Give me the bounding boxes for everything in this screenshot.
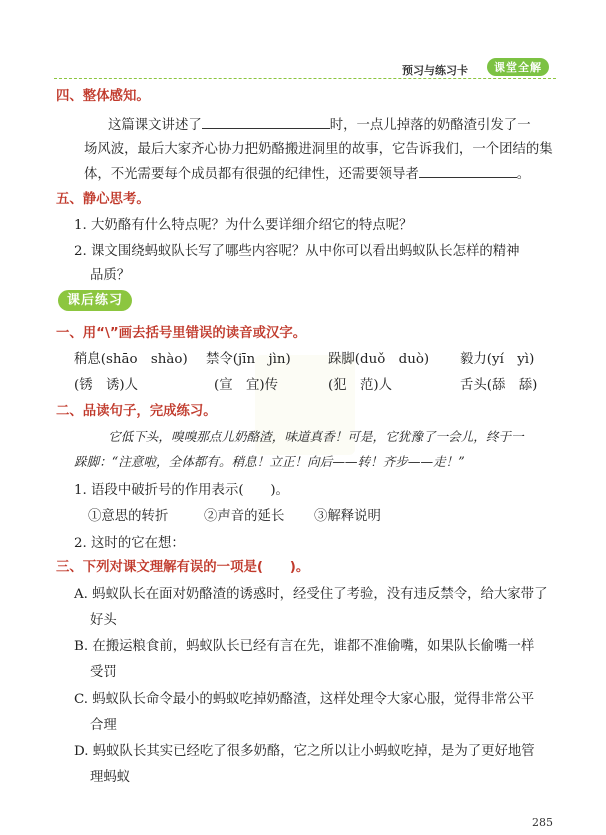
exercise-1-item: (犯 范)人 [328,378,393,393]
section-4-line-3 [84,163,530,182]
s4-text-c: 体，不光需要每个成员都有很强的纪律性，还需要领导者 [84,167,419,182]
exercise-2-title: 二、品读句子，完成练习。 [56,404,217,419]
exercise-2-option[interactable]: ③解释说明 [314,509,381,524]
exercise-2-quote-line-1: 它低下头，嗅嗅那点儿奶酪渣，味道真香！可是，它犹豫了一会儿，终于一 [108,429,524,444]
after-class-badge: 课后练习 [58,290,132,311]
exercise-2-q2: 2. 这时的它在想： [74,536,185,551]
section-5-title: 五、静心思考。 [56,192,150,207]
header-label: 预习与练习卡 [402,64,468,77]
exercise-2-option[interactable]: ②声音的延长 [204,509,285,524]
page-number: 285 [532,816,553,829]
exercise-1-item: (宣 宜)传 [214,378,279,393]
s4-text-a: 这篇课文讲述了 [108,118,202,133]
exercise-2-q1: 1. 语段中破折号的作用表示( )。 [74,483,289,498]
section-4-title: 四、整体感知。 [56,89,150,104]
exercise-1-item: 稍息(shāo shào) [74,352,188,367]
exercise-3-title: 三、下列对课文理解有误的一项是( )。 [56,560,310,575]
answer-blank-2[interactable] [419,163,517,178]
exercise-1-title: 一、用“\”画去括号里错误的读音或汉字。 [56,326,307,341]
section-4-line-1 [108,114,531,133]
exercise-3-option-b-cont: 受罚 [90,665,117,680]
exercise-2-option[interactable]: ①意思的转折 [88,509,169,524]
section-5-q2: 2. 课文围绕蚂蚁队长写了哪些内容呢？从中你可以看出蚂蚁队长怎样的精神 [74,244,520,259]
exercise-3-option-a-cont: 好头 [90,613,117,628]
exercise-3-option-c: C. 蚂蚁队长命令最小的蚂蚁吃掉奶酪渣，这样处理令大家心服，觉得非常公平 [74,692,535,707]
section-4-line-2: 场风波，最后大家齐心协力把奶酪搬进洞里的故事，它告诉我们，一个团结的集 [84,142,553,157]
exercise-1-item: 禁令(jīn jìn) [206,352,291,367]
section-5-q1: 1. 大奶酪有什么特点呢？为什么要详细介绍它的特点呢？ [74,218,413,233]
exercise-3-option-b: B. 在搬运粮食前，蚂蚁队长已经有言在先，谁都不准偷嘴，如果队长偷嘴一样 [74,639,535,654]
exercise-2-quote-line-2: 跺脚：“注意啦，全体都有。稍息！立正！向后——转！齐步——走！” [74,454,465,469]
answer-blank-1[interactable] [202,114,330,129]
s4-text-b: 时，一点儿掉落的奶酪渣引发了一 [329,118,531,133]
exercise-3-option-d: D. 蚂蚁队长其实已经吃了很多奶酪，它之所以让小蚂蚁吃掉，是为了更好地管 [74,744,535,759]
header-badge: 课堂全解 [487,58,549,76]
section-5-q2-cont: 品质？ [90,268,131,283]
exercise-1-item: 跺脚(duǒ duò) [328,352,430,367]
exercise-3-option-d-cont: 理蚂蚁 [90,770,131,785]
exercise-3-option-a: A. 蚂蚁队长在面对奶酪渣的诱惑时，经受住了考验，没有违反禁令，给大家带了 [74,587,548,602]
exercise-1-item: (锈 诱)人 [74,378,139,393]
exercise-1-item: 毅力(yí yì) [460,352,535,367]
exercise-1-item: 舌头(舔 舔) [460,378,538,393]
header-divider [54,78,556,79]
exercise-3-option-c-cont: 合理 [90,718,117,733]
s4-text-d: 。 [516,167,531,182]
